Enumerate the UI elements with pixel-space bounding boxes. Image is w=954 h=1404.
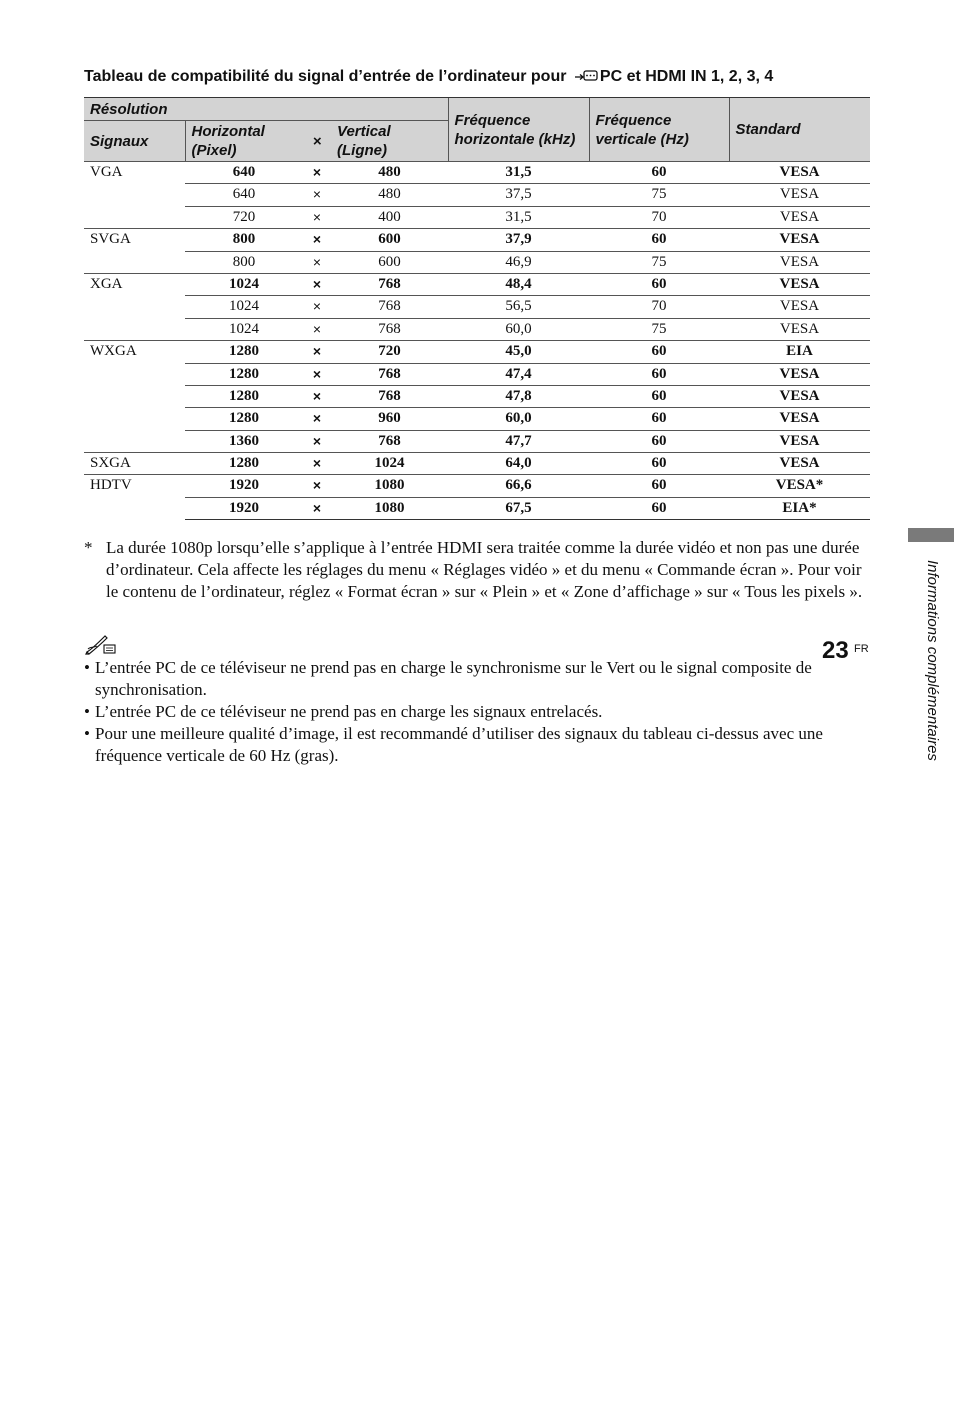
note-text: L’entrée PC de ce téléviseur ne prend pas en charge les signaux entrelacés.	[95, 702, 603, 721]
cell-times: ×	[303, 318, 331, 340]
cell-horizontal-frequency: 37,9	[448, 229, 589, 251]
cell-vertical: 720	[331, 341, 448, 363]
header-resolution: Résolution	[84, 98, 448, 121]
cell-vertical-frequency: 60	[589, 497, 729, 519]
cell-horizontal-frequency: 66,6	[448, 475, 589, 497]
cell-vertical-frequency: 75	[589, 251, 729, 273]
cell-standard: VESA	[729, 229, 870, 251]
cell-times: ×	[303, 385, 331, 407]
cell-vertical-frequency: 60	[589, 162, 729, 184]
cell-times: ×	[303, 475, 331, 497]
cell-times: ×	[303, 229, 331, 251]
cell-standard: VESA	[729, 408, 870, 430]
cell-horizontal: 1280	[185, 363, 303, 385]
cell-vertical: 400	[331, 206, 448, 228]
cell-horizontal: 800	[185, 229, 303, 251]
header-horizontal-pixel: Horizontal (Pixel)	[185, 121, 303, 162]
cell-horizontal-frequency: 31,5	[448, 162, 589, 184]
table-row	[84, 385, 870, 407]
table-row	[84, 251, 870, 273]
table-row	[84, 363, 870, 385]
cell-vertical: 480	[331, 162, 448, 184]
cell-horizontal: 640	[185, 184, 303, 206]
table-row	[84, 408, 870, 430]
cell-vertical-frequency: 60	[589, 408, 729, 430]
cell-standard: VESA*	[729, 475, 870, 497]
page-language: FR	[854, 643, 869, 655]
cell-standard: EIA	[729, 341, 870, 363]
cell-standard: VESA	[729, 363, 870, 385]
cell-times: ×	[303, 408, 331, 430]
cell-horizontal: 800	[185, 251, 303, 273]
table-row	[84, 497, 870, 519]
cell-horizontal: 1280	[185, 341, 303, 363]
cell-vertical: 768	[331, 318, 448, 340]
cell-times: ×	[303, 184, 331, 206]
cell-times: ×	[303, 296, 331, 318]
cell-horizontal-frequency: 47,4	[448, 363, 589, 385]
cell-times: ×	[303, 341, 331, 363]
table-row	[84, 229, 870, 251]
table-row	[84, 341, 870, 363]
cell-vertical-frequency: 60	[589, 385, 729, 407]
cell-standard: VESA	[729, 184, 870, 206]
cell-vertical: 960	[331, 408, 448, 430]
cell-vertical-frequency: 60	[589, 229, 729, 251]
cell-times: ×	[303, 430, 331, 452]
header-vertical-line: Vertical (Ligne)	[331, 121, 448, 162]
cell-horizontal: 1024	[185, 296, 303, 318]
bullet-marker: •	[84, 658, 90, 677]
header-vertical-frequency: Fréquence verticale (Hz)	[589, 98, 729, 162]
cell-vertical: 600	[331, 251, 448, 273]
cell-vertical: 768	[331, 273, 448, 295]
cell-vertical-frequency: 75	[589, 318, 729, 340]
cell-standard: VESA	[729, 453, 870, 475]
cell-times: ×	[303, 273, 331, 295]
cell-standard: VESA	[729, 251, 870, 273]
cell-vertical: 1080	[331, 497, 448, 519]
table-row	[84, 475, 870, 497]
table-row	[84, 273, 870, 295]
cell-horizontal: 1024	[185, 318, 303, 340]
cell-times: ×	[303, 453, 331, 475]
cell-vertical-frequency: 70	[589, 206, 729, 228]
cell-horizontal-frequency: 67,5	[448, 497, 589, 519]
table-row	[84, 162, 870, 184]
note-text: Pour une meilleure qualité d’image, il est recommandé d’utiliser des signaux du tableau ci-dessus avec une fréquence verticale de 60 Hz (gras).	[95, 724, 823, 765]
cell-vertical-frequency: 60	[589, 475, 729, 497]
cell-horizontal: 1024	[185, 273, 303, 295]
cell-horizontal: 1280	[185, 408, 303, 430]
cell-horizontal: 1280	[185, 385, 303, 407]
pc-input-icon	[575, 69, 599, 88]
table-row	[84, 318, 870, 340]
cell-vertical: 768	[331, 363, 448, 385]
cell-standard: VESA	[729, 162, 870, 184]
cell-standard: VESA	[729, 430, 870, 452]
cell-vertical: 768	[331, 296, 448, 318]
cell-times: ×	[303, 497, 331, 519]
table-row	[84, 206, 870, 228]
compatibility-table	[84, 97, 870, 520]
list-item	[84, 657, 870, 701]
footnote-marker: *	[84, 538, 93, 557]
cell-standard: VESA	[729, 206, 870, 228]
cell-horizontal-frequency: 37,5	[448, 184, 589, 206]
cell-times: ×	[303, 251, 331, 273]
notes-list	[84, 657, 870, 767]
table-row	[84, 184, 870, 206]
cell-horizontal-frequency: 46,9	[448, 251, 589, 273]
cell-horizontal-frequency: 56,5	[448, 296, 589, 318]
header-horizontal-frequency: Fréquence horizontale (kHz)	[448, 98, 589, 162]
list-item	[84, 701, 870, 723]
side-tab-marker	[908, 528, 954, 542]
cell-horizontal-frequency: 47,7	[448, 430, 589, 452]
title-text-after: PC et HDMI IN 1, 2, 3, 4	[599, 68, 774, 85]
bullet-marker: •	[84, 702, 90, 721]
cell-vertical: 480	[331, 184, 448, 206]
cell-signal: SVGA	[84, 229, 185, 274]
header-standard: Standard	[729, 98, 870, 162]
cell-vertical: 768	[331, 430, 448, 452]
cell-horizontal-frequency: 45,0	[448, 341, 589, 363]
cell-horizontal-frequency: 64,0	[448, 453, 589, 475]
header-times: ×	[303, 121, 331, 162]
cell-horizontal-frequency: 60,0	[448, 318, 589, 340]
cell-signal: HDTV	[84, 475, 185, 520]
title-text-before: Tableau de compatibilité du signal d’entrée de l’ordinateur pour	[84, 68, 571, 85]
table-row	[84, 430, 870, 452]
side-tab-label: Informations complémentaires	[924, 560, 941, 761]
cell-horizontal: 1360	[185, 430, 303, 452]
page-number: 23	[822, 637, 849, 664]
cell-vertical-frequency: 60	[589, 430, 729, 452]
cell-signal: XGA	[84, 273, 185, 340]
cell-times: ×	[303, 206, 331, 228]
header-signals: Signaux	[84, 121, 185, 162]
cell-horizontal: 1920	[185, 497, 303, 519]
cell-times: ×	[303, 162, 331, 184]
cell-horizontal-frequency: 48,4	[448, 273, 589, 295]
cell-signal: SXGA	[84, 453, 185, 475]
cell-horizontal: 1280	[185, 453, 303, 475]
cell-vertical-frequency: 60	[589, 273, 729, 295]
cell-times: ×	[303, 363, 331, 385]
cell-vertical-frequency: 60	[589, 341, 729, 363]
cell-signal: VGA	[84, 162, 185, 229]
cell-standard: VESA	[729, 273, 870, 295]
table-row	[84, 453, 870, 475]
cell-horizontal: 1920	[185, 475, 303, 497]
cell-vertical: 1080	[331, 475, 448, 497]
cell-vertical: 768	[331, 385, 448, 407]
list-item	[84, 723, 870, 767]
cell-vertical-frequency: 60	[589, 363, 729, 385]
cell-vertical-frequency: 70	[589, 296, 729, 318]
cell-vertical-frequency: 75	[589, 184, 729, 206]
cell-standard: EIA*	[729, 497, 870, 519]
note-text: L’entrée PC de ce téléviseur ne prend pas en charge le synchronisme sur le Vert ou le signal composite de synchronisation.	[95, 658, 812, 699]
cell-vertical: 600	[331, 229, 448, 251]
cell-horizontal-frequency: 60,0	[448, 408, 589, 430]
cell-horizontal-frequency: 47,8	[448, 385, 589, 407]
bullet-marker: •	[84, 724, 90, 743]
cell-signal: WXGA	[84, 341, 185, 453]
page-title	[84, 68, 884, 88]
footnote-text: La durée 1080p lorsqu’elle s’applique à l’entrée HDMI sera traitée comme la durée vidéo et non pas une durée d’ordinateur. Cela affecte les réglages du menu « Réglages vidéo » et du menu « Commande écran ». Pour voir le contenu de l’ordinateur, réglez « Format écran » sur « Plein » et « Zone d’affichage » sur « Tous les pixels ».	[106, 538, 863, 601]
cell-standard: VESA	[729, 318, 870, 340]
pencil-note-icon	[84, 633, 118, 660]
cell-standard: VESA	[729, 296, 870, 318]
cell-vertical: 1024	[331, 453, 448, 475]
cell-vertical-frequency: 60	[589, 453, 729, 475]
footnote	[84, 537, 870, 603]
table-row	[84, 296, 870, 318]
cell-horizontal: 640	[185, 162, 303, 184]
cell-standard: VESA	[729, 385, 870, 407]
cell-horizontal: 720	[185, 206, 303, 228]
cell-horizontal-frequency: 31,5	[448, 206, 589, 228]
